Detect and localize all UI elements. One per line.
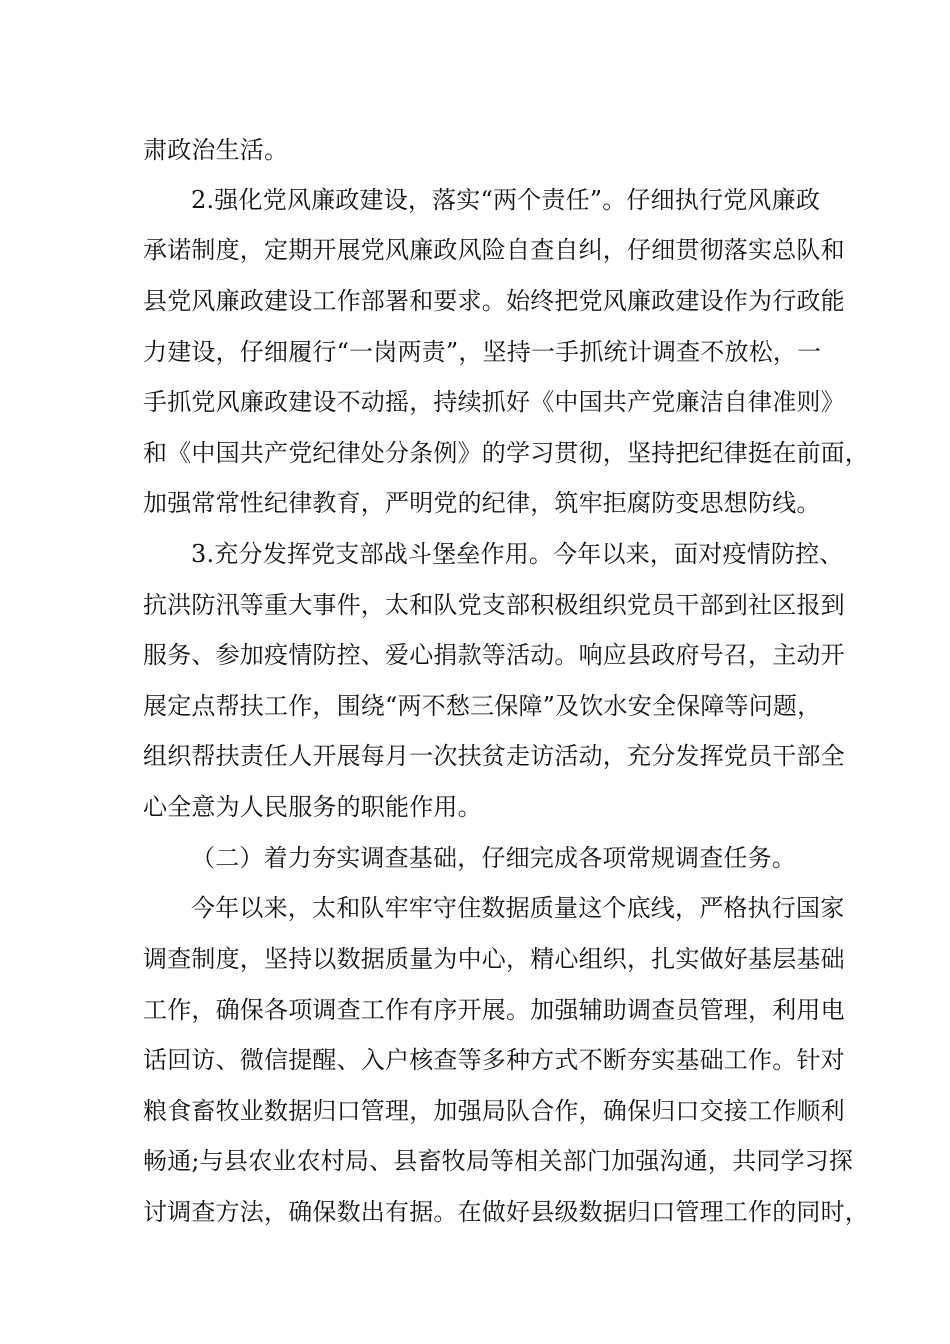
text-line-14: 心全意为人民服务的职能作用。 xyxy=(143,793,482,821)
text-line-17: 调查制度，坚持以数据质量为中心，精心组织，扎实做好基层基础 xyxy=(143,945,845,973)
text-line-18: 工作，确保各项调查工作有序开展。加强辅助调查员管理，利用电 xyxy=(143,996,845,1024)
text-line-4: 县党风廉政建设工作部署和要求。始终把党风廉政建设作为行政能 xyxy=(143,287,845,315)
text-line-3: 承诺制度，定期开展党风廉政风险自查自纠，仔细贯彻落实总队和 xyxy=(143,236,845,264)
text-line-12: 展定点帮扶工作，围绕“两不愁三保障”及饮水安全保障等问题， xyxy=(143,692,822,720)
text-line-13: 组织帮扶责任人开展每月一次扶贫走访活动，充分发挥党员干部全 xyxy=(143,742,845,770)
section-heading: （二）着力夯实调查基础，仔细完成各项常规调查任务。 xyxy=(191,844,796,872)
text-line-20: 粮食畜牧业数据归口管理，加强局队合作，确保归口交接工作顺利 xyxy=(143,1097,845,1125)
text-line-11: 服务、参加疫情防控、爱心捐款等活动。响应县政府号召，主动开 xyxy=(143,641,845,669)
text-line-19: 话回访、微信提醒、入户核查等多种方式不断夯实基础工作。针对 xyxy=(143,1046,845,1074)
text-line-7: 和《中国共产党纪律处分条例》的学习贯彻，坚持把纪律挺在前面， xyxy=(143,439,869,467)
text-line-10: 抗洪防汛等重大事件，太和队党支部积极组织党员干部到社区报到 xyxy=(143,591,845,619)
text-line-2: 2.强化党风廉政建设，落实“两个责任”。仔细执行党风廉政 xyxy=(191,186,821,214)
text-line-1: 肃政治生活。 xyxy=(143,136,289,164)
text-line-9: 3.充分发挥党支部战斗堡垒作用。今年以来，面对疫情防控、 xyxy=(191,540,844,568)
text-line-5: 力建设，仔细履行“一岗两责”，坚持一手抓统计调查不放松，一 xyxy=(143,338,822,366)
text-line-6: 手抓党风廉政建设不动摇，持续抓好《中国共产党廉洁自律准则》 xyxy=(143,388,845,416)
text-line-22: 讨调查方法，确保数出有据。在做好县级数据归口管理工作的同时， xyxy=(143,1198,869,1226)
text-line-21: 畅通;与县农业农村局、县畜牧局等相关部门加强沟通，共同学习探 xyxy=(143,1147,854,1175)
text-line-16: 今年以来，太和队牢牢守住数据质量这个底线，严格执行国家 xyxy=(191,894,845,922)
text-line-8: 加强常常性纪律教育，严明党的纪律，筑牢拒腐防变思想防线。 xyxy=(143,489,821,517)
